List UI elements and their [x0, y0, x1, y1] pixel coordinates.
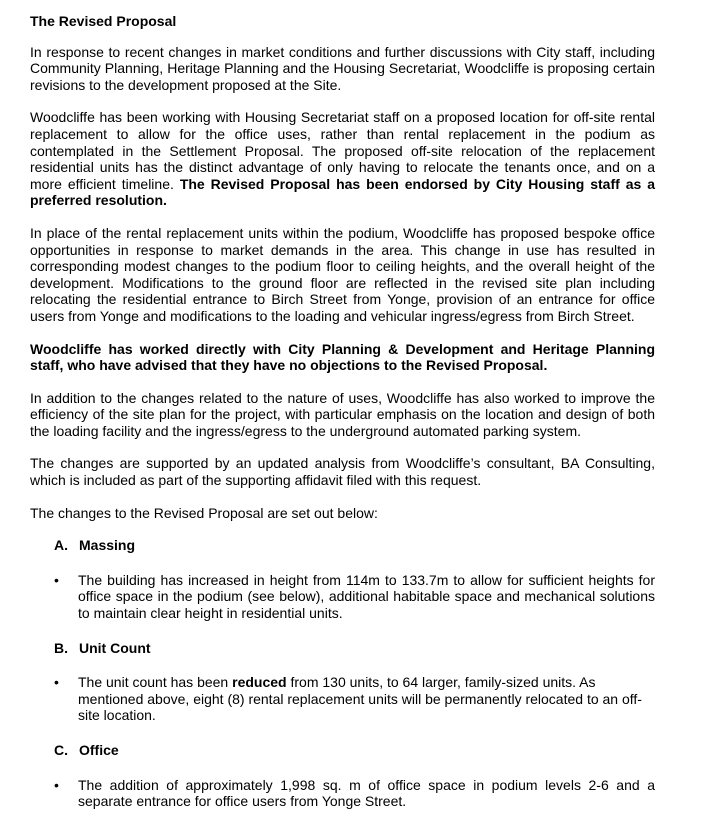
section-letter: C. — [54, 742, 68, 758]
bullet-text-pre: The unit count has been — [78, 674, 229, 691]
bullet-text-post: from 130 units, to 64 larger, family-sized units. As mentioned above, eight (8) rental replacement units will be permanently relocated to an off-site location. — [78, 674, 642, 724]
section-title: Office — [79, 742, 119, 758]
list-item-unit-count — [54, 674, 655, 724]
bullet-icon: • — [54, 776, 59, 793]
section-heading-office — [54, 742, 655, 759]
paragraph-housing-text: Woodcliffe has been working with Housing Secretariat staff on a proposed location for off-site rental replacement to allow for the office uses, rather than rental replacement in the podium as contemplated in the Settlement Proposal. The proposed off-site relocation of the replacement residential units has the distinct advantage of only having to relocate the tenants once, and on a more efficient timeline. — [30, 109, 655, 192]
bullet-icon: • — [54, 674, 59, 691]
paragraph-office-opportunities: In place of the rental replacement units within the podium, Woodcliffe has proposed bespoke office opportunities in response to market demands in the area. This change in use has resulted in corresponding modest changes to the podium floor to ceiling heights, and the overall height of the development. Modifications to the ground floor are reflected in the revised site plan including relocating the residential entrance to Birch Street from Yonge, provision of an entrance for office users from Yonge and modifications to the loading and vehicular ingress/egress from Birch Street. — [30, 224, 655, 324]
bullet-text: The addition of approximately 1,998 sq. m of office space in podium levels 2-6 and a separate entrance for office users from Yonge Street. — [78, 776, 655, 810]
paragraph-no-objections: Woodcliffe has worked directly with City Planning & Development and Heritage Planning staff, who have advised that they have no objections to the Revised Proposal. — [30, 340, 655, 374]
list-item-office — [54, 777, 655, 810]
section-letter: B. — [54, 639, 68, 656]
paragraph-housing-secretariat — [30, 109, 655, 209]
list-item-massing — [54, 572, 655, 622]
section-letter: A. — [54, 537, 68, 554]
bullet-text-emphasis: reduced — [232, 674, 287, 691]
section-title: Unit Count — [79, 639, 151, 656]
paragraph-changes-intro: The changes to the Revised Proposal are set out below: — [30, 504, 378, 521]
bullet-text: The building has increased in height from 114m to 133.7m to allow for sufficient heights for office space in the podium (see below), additional habitable space and mechanical solutions to maintain clear height in residential units. — [78, 571, 655, 622]
bullet-icon: • — [54, 571, 59, 588]
document-title: The Revised Proposal — [30, 13, 177, 29]
paragraph-site-plan-efficiency: In addition to the changes related to the nature of uses, Woodcliffe has also worked to improve the efficiency of the site plan for the project, with particular emphasis on the location and design of both the loading facility and the ingress/egress to the underground automated parking system. — [30, 389, 655, 439]
bullet-text — [78, 674, 655, 724]
section-title: Massing — [79, 537, 136, 554]
paragraph-consultant-analysis: The changes are supported by an updated analysis from Woodcliffe’s consultant, BA Consulting, which is included as part of the supporting affidavit filed with this request. — [30, 455, 655, 489]
section-heading-massing — [54, 537, 655, 554]
paragraph-intro: In response to recent changes in market conditions and further discussions with City staff, including Community Planning, Heritage Planning and the Housing Secretariat, Woodcliffe is proposing certain revisions to the development proposed at the Site. — [30, 43, 655, 93]
document-page — [30, 13, 655, 828]
paragraph-housing-endorsement: The Revised Proposal has been endorsed by City Housing staff as a preferred resolution. — [30, 175, 655, 209]
section-heading-unit-count — [54, 640, 655, 657]
